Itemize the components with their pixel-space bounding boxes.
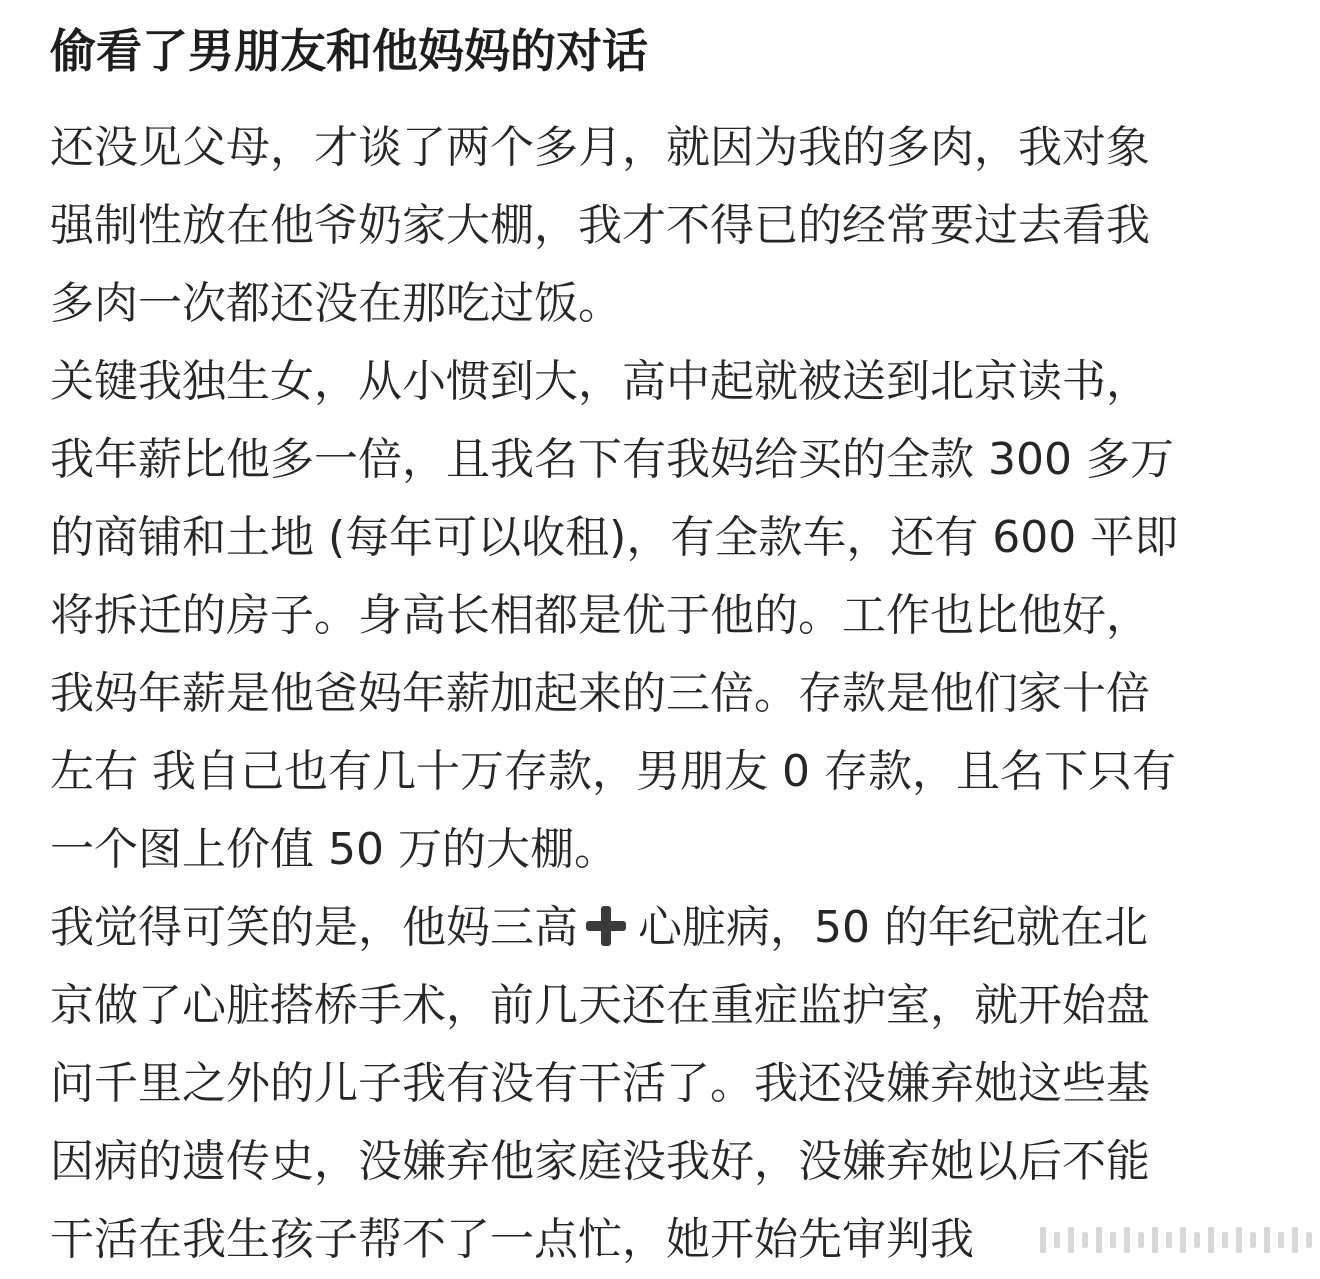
body-line: 干活在我生孩子帮不了一点忙，她开始先审判我: [50, 1214, 974, 1265]
page-title: 偷看了男朋友和他妈妈的对话: [50, 24, 648, 78]
body-line: 多肉一次都还没在那吃过饭。: [50, 278, 622, 329]
body-line: 左右 我自己也有几十万存款，男朋友 0 存款，且名下只有: [50, 746, 1176, 797]
body-line: 我妈年薪是他爸妈年薪加起来的三倍。存款是他们家十倍: [50, 668, 1150, 719]
body-line-with-plus: [50, 889, 1290, 967]
body-line: 我年薪比他多一倍，且我名下有我妈给买的全款 300 多万: [50, 434, 1174, 485]
body-line: 因病的遗传史，没嫌弃他家庭没我好，没嫌弃她以后不能: [50, 1136, 1150, 1187]
post-body: [50, 109, 1290, 1279]
plus-line-before: 我觉得可笑的是，他妈三高: [50, 902, 578, 953]
body-line: 强制性放在他爷奶家大棚，我才不得已的经常要过去看我: [50, 200, 1150, 251]
heavy-plus-icon: [586, 906, 626, 946]
body-line: 一个图上价值 50 万的大棚。: [50, 824, 618, 875]
body-line: 京做了心脏搭桥手术，前几天还在重症监护室，就开始盘: [50, 980, 1150, 1031]
body-line: 还没见父母，才谈了两个多月，就因为我的多肉，我对象: [50, 122, 1150, 173]
plus-line-after: 心脏病，50 的年纪就在北: [638, 902, 1148, 953]
body-line: 将拆迁的房子。身高长相都是优于他的。工作也比他好，: [50, 590, 1150, 641]
watermark: [1040, 1222, 1312, 1258]
body-line: 的商铺和土地 (每年可以收租)，有全款车，还有 600 平即: [50, 512, 1179, 563]
body-line: 关键我独生女，从小惯到大，高中起就被送到北京读书，: [50, 356, 1150, 407]
body-line: 问千里之外的儿子我有没有干活了。我还没嫌弃她这些基: [50, 1058, 1150, 1109]
